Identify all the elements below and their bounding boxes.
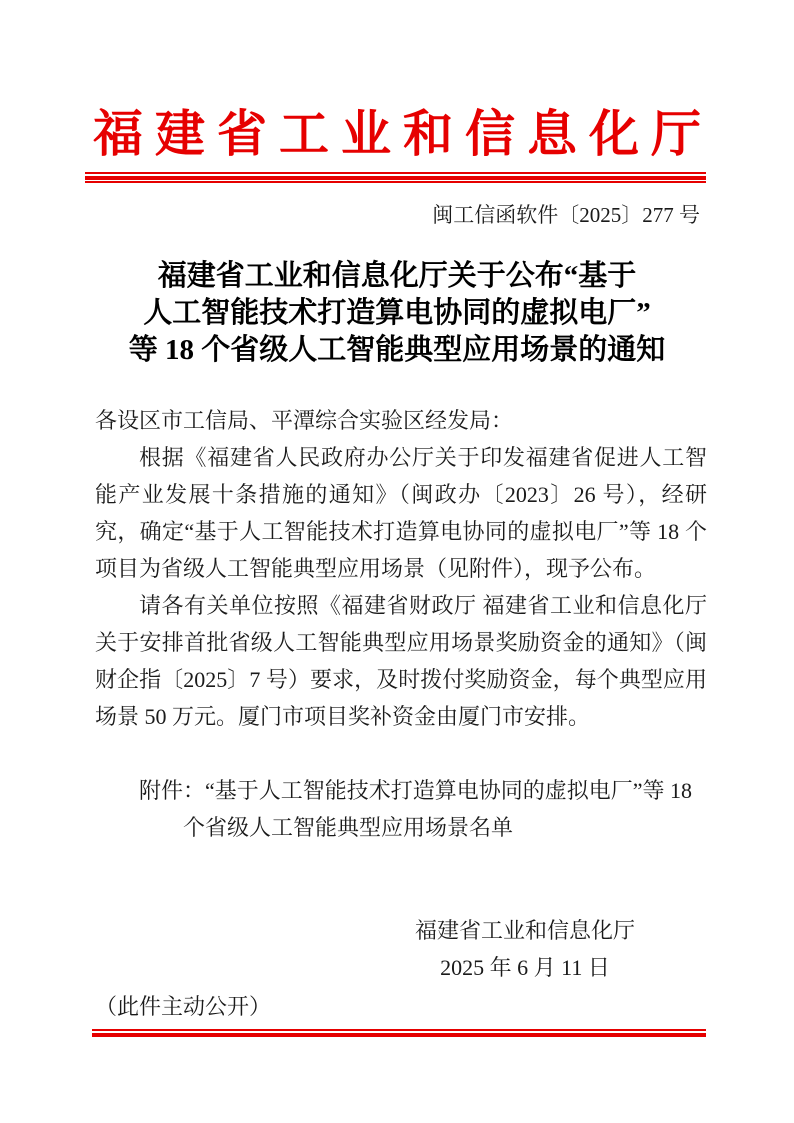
body-paragraph-1: 根据《福建省人民政府办公厅关于印发福建省促进人工智能产业发展十条措施的通知》（闽政办〔2023〕26 号），经研究，确定“基于人工智能技术打造算电协同的虚拟电厂”等 18 个项目为省级人工智能典型应用场景（见附件），现予公布。 bbox=[95, 445, 707, 581]
disclosure-note: （此件主动公开） bbox=[95, 994, 272, 1019]
document-title-line-1: 福建省工业和信息化厅关于公布“基于 bbox=[157, 260, 637, 292]
document-title bbox=[50, 258, 744, 369]
body-paragraph-2: 请各有关单位按照《福建省财政厅 福建省工业和信息化厅关于安排首批省级人工智能典型应用场景奖励资金的通知》（闽财企指〔2025〕7 号）要求，及时拨付奖励资金，每个典型应用场景 50 万元。厦门市项目奖补资金由厦门市安排。 bbox=[95, 593, 707, 729]
signature-block bbox=[415, 912, 635, 986]
document-title-line-3: 等 18 个省级人工智能典型应用场景的通知 bbox=[128, 334, 666, 366]
document-body bbox=[95, 402, 707, 735]
letterhead-divider-rule bbox=[85, 172, 706, 183]
letterhead-agency-name: 福建省工业和信息化厅 bbox=[93, 106, 713, 162]
signing-agency: 福建省工业和信息化厅 bbox=[414, 918, 635, 943]
signing-date: 2025 年 6 月 11 日 bbox=[440, 955, 610, 980]
footer-divider-rule-inner bbox=[92, 1033, 706, 1037]
letterhead-divider-rule-inner bbox=[85, 176, 706, 180]
attachment-line-1: 附件：“基于人工智能技术打造算电协同的虚拟电厂”等 18 bbox=[139, 778, 693, 803]
footer-divider-rule bbox=[92, 1029, 706, 1037]
attachment-note bbox=[95, 772, 707, 846]
document-title-line-2: 人工智能技术打造算电协同的虚拟电厂” bbox=[143, 297, 651, 329]
salutation-line: 各设区市工信局、平潭综合实验区经发局： bbox=[95, 408, 514, 433]
attachment-line-2: 个省级人工智能典型应用场景名单 bbox=[183, 815, 514, 840]
document-reference-number: 闽工信函软件〔2025〕277 号 bbox=[432, 203, 700, 227]
